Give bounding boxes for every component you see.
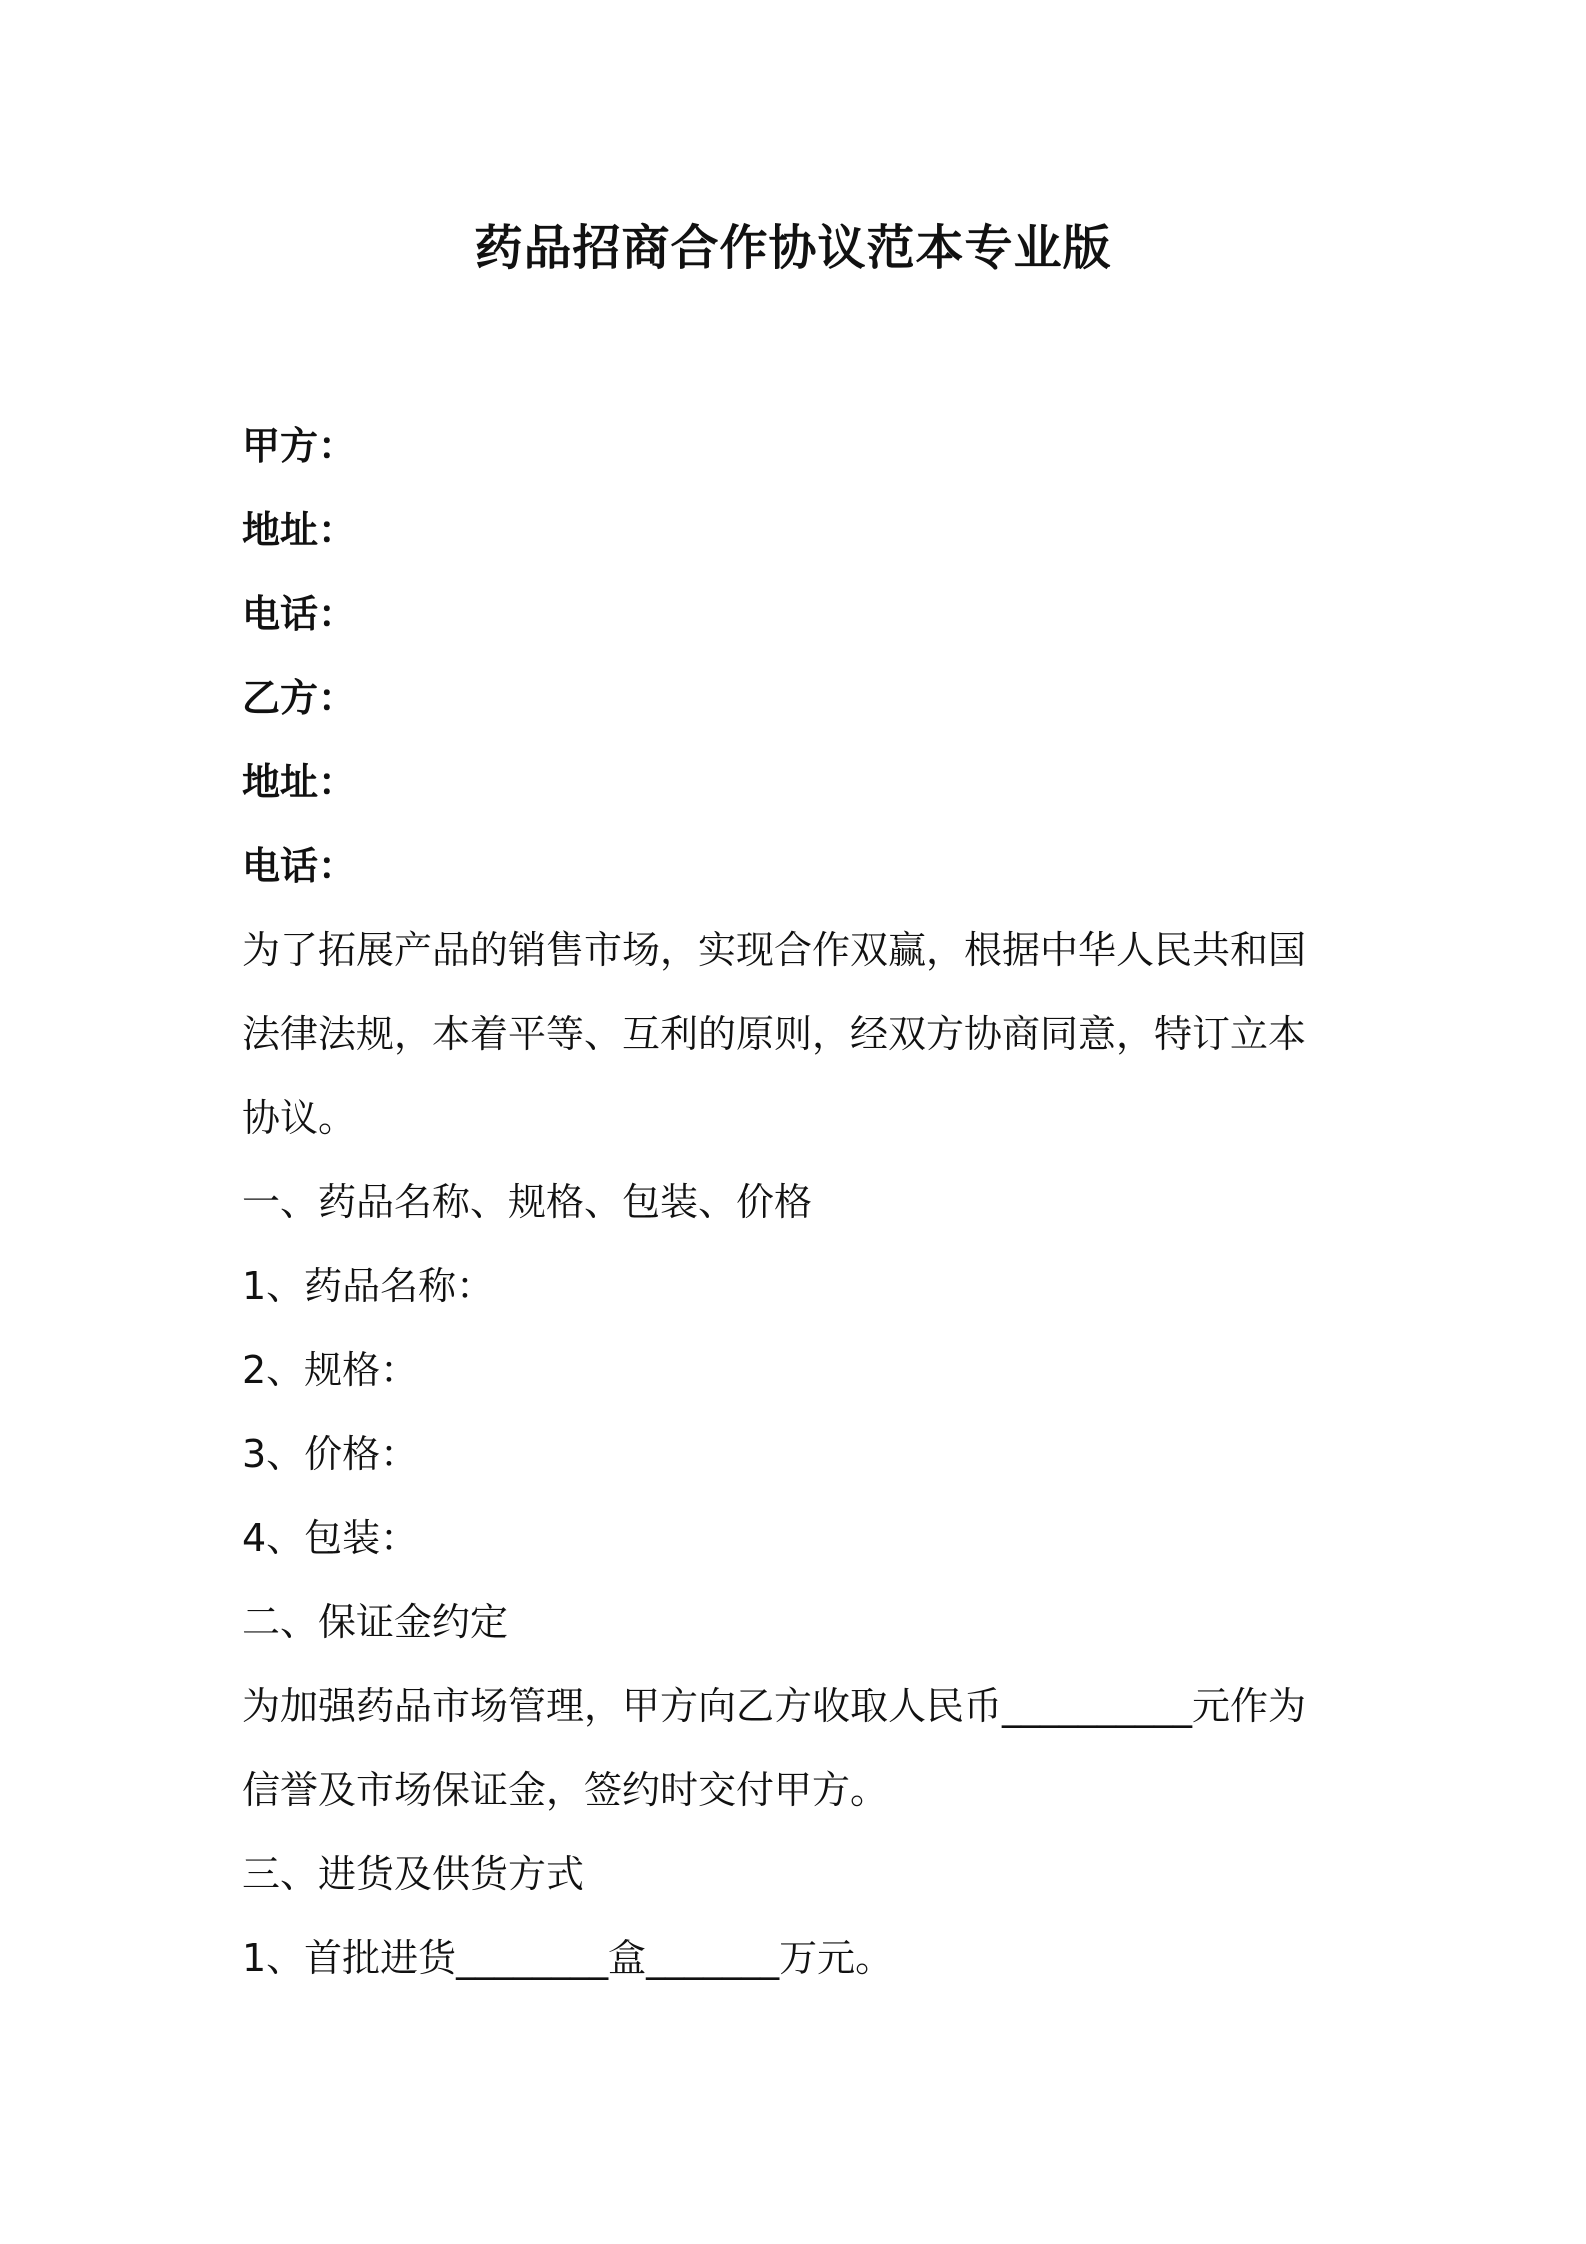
party-b-phone-label: 电话：: [242, 844, 357, 888]
section-1-item-price: 3、价格：: [242, 1432, 419, 1476]
section-3-item-1: 1、首批进货________盒_______万元。: [242, 1936, 894, 1980]
preamble-line-3: 协议。: [242, 1096, 357, 1140]
party-a-address-label: 地址：: [242, 508, 357, 552]
section-2-line-1: 为加强药品市场管理，甲方向乙方收取人民币__________元作为: [242, 1684, 1307, 1728]
party-b-address-label: 地址：: [242, 760, 357, 804]
party-a-name-label: 甲方：: [242, 424, 357, 468]
section-2-heading: 二、保证金约定: [242, 1600, 509, 1644]
section-2-line-2: 信誉及市场保证金，签约时交付甲方。: [242, 1768, 889, 1812]
party-b-name-label: 乙方：: [242, 676, 357, 720]
preamble-line-2: 法律法规，本着平等、互利的原则，经双方协商同意，特订立本: [242, 1012, 1307, 1056]
section-1-item-spec: 2、规格：: [242, 1348, 419, 1392]
section-1-item-packaging: 4、包装：: [242, 1516, 419, 1560]
preamble-line-1: 为了拓展产品的销售市场，实现合作双赢，根据中华人民共和国: [242, 928, 1307, 972]
section-1-item-drug-name: 1、药品名称：: [242, 1264, 495, 1308]
section-1-heading: 一、药品名称、规格、包装、价格: [242, 1180, 813, 1224]
document-body: [242, 404, 1352, 2000]
document-title: 药品招商合作协议范本专业版: [474, 220, 1112, 276]
party-a-phone-label: 电话：: [242, 592, 357, 636]
section-3-heading: 三、进货及供货方式: [242, 1852, 585, 1896]
